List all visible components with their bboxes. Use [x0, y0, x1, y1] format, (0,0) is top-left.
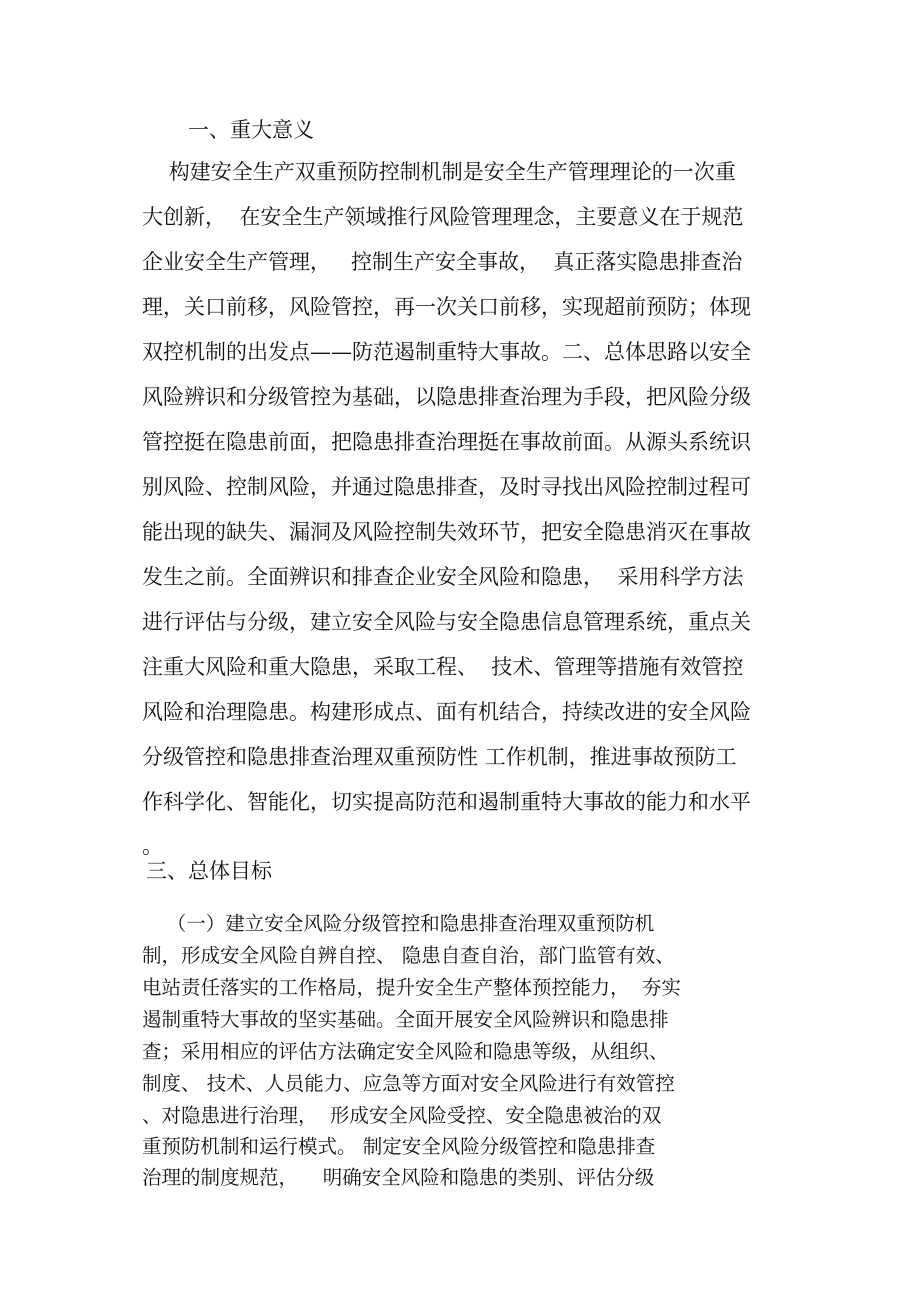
paragraph-line: 制度、 技术、人员能力、应急等方面对安全风险进行有效管控	[142, 1072, 675, 1095]
section-heading-overall-goals: 三、总体目标	[146, 859, 272, 883]
paragraph-line: 理，关口前移，风险管控，再一次关口前移，实现超前预防；体现	[142, 295, 751, 319]
paragraph-line: 风险辨识和分级管控为基础，以隐患排查治理为手段，把风险分级	[142, 385, 751, 409]
paragraph-line: 治理的制度规范， 明确安全风险和隐患的类别、评估分级	[142, 1166, 655, 1189]
paragraph-line: 注重大风险和重大隐患，采取工程、 技术、管理等措施有效管控	[142, 655, 744, 679]
section-heading-significance: 一、重大意义	[188, 118, 314, 142]
paragraph-line: 遏制重特大事故的坚实基础。全面开展安全风险辨识和隐患排	[142, 1008, 669, 1031]
paragraph-line: 作科学化、智能化，切实提高防范和遏制重特大事故的能力和水平	[142, 790, 751, 814]
paragraph-line: 电站责任落实的工作格局，提升安全生产整体预控能力， 夯实	[142, 976, 681, 999]
paragraph-line: 重预防机制和运行模式。 制定安全风险分级管控和隐患排查	[142, 1135, 656, 1158]
paragraph-line: 双控机制的出发点——防范遏制重特大事故。二、总体思路以安全	[142, 340, 751, 364]
paragraph-line: 制，形成安全风险自辨自控、 隐患自查自治，部门监管有效、	[142, 944, 675, 967]
paragraph-line: 查；采用相应的评估方法确定安全风险和隐患等级，从组织、	[142, 1040, 669, 1063]
paragraph-line: 管控挺在隐患前面，把隐患排查治理挺在事故前面。从源头系统识	[142, 430, 751, 454]
paragraph-line: 能出现的缺失、漏洞及风险控制失效环节，把安全隐患消灭在事故	[142, 520, 751, 544]
paragraph-line: 进行评估与分级，建立安全风险与安全隐患信息管理系统，重点关	[142, 610, 751, 634]
paragraph-line: 分级管控和隐患排查治理双重预防性 工作机制，推进事故预防工	[142, 745, 737, 769]
paragraph-line: 发生之前。全面辨识和排查企业安全风险和隐患， 采用科学方法	[142, 565, 744, 589]
paragraph-line: 。	[142, 834, 163, 858]
paragraph-line: 风险和治理隐患。构建形成点、面有机结合，持续改进的安全风险	[142, 700, 751, 724]
paragraph-line: 构建安全生产双重预防控制机制是安全生产管理理论的一次重	[142, 160, 736, 184]
paragraph-line: 企业安全生产管理， 控制生产安全事故， 真正落实隐患排查治	[142, 250, 743, 274]
paragraph-line: （一）建立安全风险分级管控和隐患排查治理双重预防机	[142, 912, 655, 935]
paragraph-line: 大创新， 在安全生产领域推行风险管理理念，主要意义在于规范	[142, 205, 744, 229]
paragraph-line: 别风险、控制风险，并通过隐患排查，及时寻找出风险控制过程可	[142, 475, 751, 499]
paragraph-line: 、对隐患进行治理， 形成安全风险受控、安全隐患被治的双	[142, 1104, 662, 1127]
